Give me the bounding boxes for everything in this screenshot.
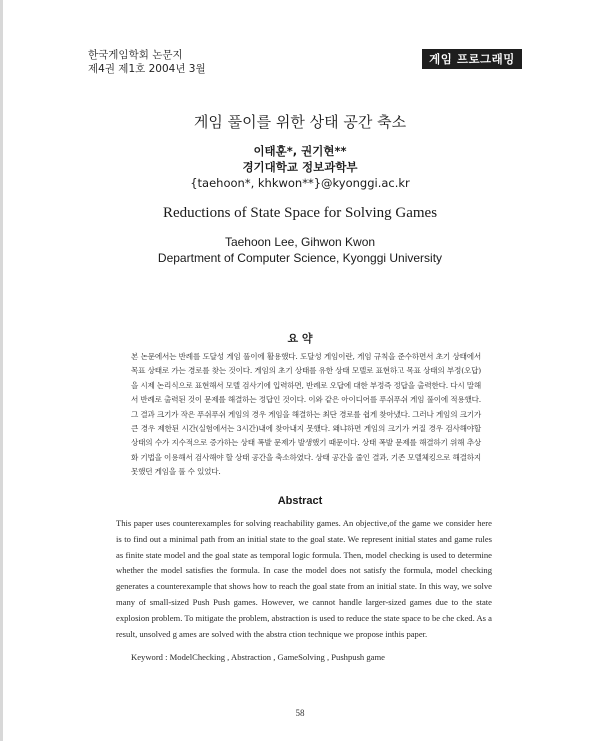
- korean-abstract-heading: 요 약: [287, 332, 313, 345]
- english-title: Reductions of State Space for Solving Games: [162, 205, 438, 221]
- korean-abstract-body: 본 논문에서는 반례를 도달성 게임 풀이에 활용했다. 도달성 게임이란, 게임 규칙을 준수하면서 초기 상태에서 목표 상태로 가는 경로를 찾는 것이다. 게임의 초기 상태를 유한 상태 모델로 표현하고 목표 상태의 부정(오답)을 시제 논리식으로 표현해서 모델 검사기에 입력하면, 반례로 오답에 대한 부정즉 정답을 출력한다. 다시 말해서 반례로 출력된 것이 문제를 해결하는 정답인 것이다. 이와 같은 아이디어를 푸쉬푸쉬 게임 풀이에 적용했다. 그 결과 크기가 작은 푸쉬푸쉬 게임의 경우 게임을 해결하는 최단 경로를 쉽게 찾아냈다. 그러나 게임의 크기가 큰 경우 제한된 시간(실험에서는 3시간)내에 찾아내지 못했다. 왜냐하면 게임의 크기가 커질 경우 검사해야할 상태의 수가 지수적으로 증가하는 상태 폭발 문제가 발생했기 때문이다. 상태 폭발 문제를 해결하기 위해 추상화 기법을 이용해서 검사해야 할 상태 공간을 축소하였다. 상태 공간을 줄인 결과, 기존 모델체킹으로 해결하지 못했던 게임을 풀 수 있었다.: [131, 352, 481, 477]
- journal-name: 한국게임학회 논문지: [88, 49, 183, 61]
- english-abstract-heading: Abstract: [277, 495, 323, 507]
- author-email: {taehoon*, khkwon**}@kyonggi.ac.kr: [190, 176, 410, 190]
- korean-title: 게임 풀이를 위한 상태 공간 축소: [193, 113, 407, 131]
- category-tag: 게임 프로그래밍: [422, 49, 522, 69]
- korean-abstract: [131, 350, 481, 480]
- english-abstract-body: This paper uses counterexamples for solving reachability games. An objective,of the game we consider here is to find out a minimal path from an initial state to the goal state. We represent initial states and game rules as finite state model and the goal state as temporal logic formula. Then, model checking is used to determine whether the model satisfies the formula. In case the model does not satisfy the formula, model checking generates a counterexample that shows how to reach the goal state from an initial state. In this way, we solve many of small-sized Push Push games. However, we cannot handle larger-sized games due to the state explosion problem. To mitigate the problem, abstraction is used to reduce the state space to be che cked. As a result, unsolved g ames are solved with the abstra ction technique we propose inthis paper.: [116, 518, 492, 639]
- english-affiliation: Department of Computer Science, Kyonggi University: [157, 251, 443, 265]
- korean-authors: 이태훈*, 권기현**: [253, 144, 347, 158]
- english-abstract: [116, 516, 492, 642]
- english-authors: Taehoon Lee, Gihwon Kwon: [224, 235, 376, 249]
- page-number: 58: [295, 708, 305, 718]
- journal-issue: 제4권 제1호 2004년 3월: [88, 63, 206, 75]
- keywords: Keyword : ModelChecking , Abstraction , GameSolving , Pushpush game: [131, 652, 385, 662]
- journal-info: [88, 48, 206, 76]
- korean-affiliation: 경기대학교 정보과학부: [242, 160, 358, 174]
